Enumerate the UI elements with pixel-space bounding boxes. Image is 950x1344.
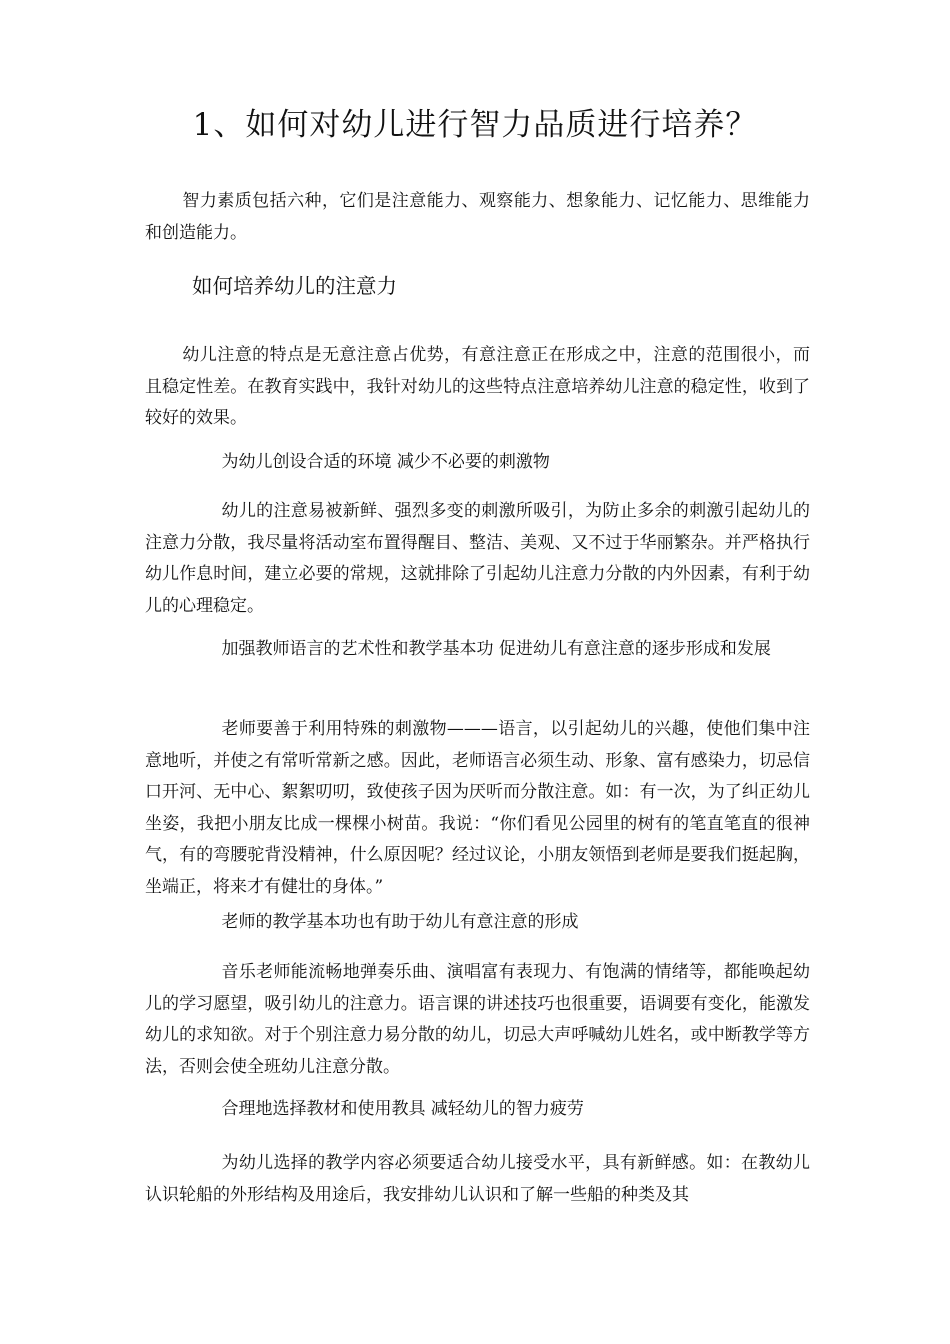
teacher-language-paragraph: 老师要善于利用特殊的刺激物———语言，以引起幼儿的兴趣，使他们集中注意地听，并使之有常听常新之感。因此，老师语言必须生动、形象、富有感染力，切忌信口开河、无中心、絮絮叨叨，致使孩子因为厌听而分散注意。如：有一次，为了纠正幼儿坐姿，我把小朋友比成一棵棵小树苗。我说：“你们看见公园里的树有的笔直笔直的很神气，有的弯腰驼背没精神，什么原因呢？经过议论，小朋友领悟到老师是要我们挺起胸，坐端正，将来才有健壮的身体。”: [145, 719, 810, 897]
intro-paragraph: 智力素质包括六种，它们是注意能力、观察能力、想象能力、记忆能力、思维能力和创造能力。: [145, 191, 810, 243]
subheading-teaching-skills: 老师的教学基本功也有助于幼儿有意注意的形成: [221, 912, 579, 932]
document-title: 1、如何对幼儿进行智力品质进行培养？: [192, 107, 758, 143]
teaching-skills-paragraph: 音乐老师能流畅地弹奏乐曲、演唱富有表现力、有饱满的情绪等，都能唤起幼儿的学习愿望，吸引幼儿的注意力。语言课的讲述技巧也很重要，语调要有变化，能激发幼儿的求知欲。对于个别注意力易分散的幼儿，切忌大声呼喊幼儿姓名，或中断教学等方法，否则会使全班幼儿注意分散。: [145, 962, 810, 1077]
materials-paragraph: 为幼儿选择的教学内容必须要适合幼儿接受水平，具有新鲜感。如：在教幼儿认识轮船的外形结构及用途后，我安排幼儿认识和了解一些船的种类及其: [145, 1153, 810, 1205]
subheading-environment: 为幼儿创设合适的环境 减少不必要的刺激物: [221, 452, 550, 472]
section-heading: 如何培养幼儿的注意力: [192, 274, 397, 298]
environment-paragraph: 幼儿的注意易被新鲜、强烈多变的刺激所吸引，为防止多余的刺激引起幼儿的注意力分散，我尽量将活动室布置得醒目、整洁、美观、又不过于华丽繁杂。并严格执行幼儿作息时间，建立必要的常规，这就排除了引起幼儿注意力分散的内外因素，有利于幼儿的心理稳定。: [145, 501, 810, 616]
subheading-teacher-language: 加强教师语言的艺术性和教学基本功 促进幼儿有意注意的逐步形成和发展: [221, 639, 771, 659]
overview-paragraph: 幼儿注意的特点是无意注意占优势，有意注意正在形成之中，注意的范围很小，而且稳定性差。在教育实践中，我针对幼儿的这些特点注意培养幼儿注意的稳定性，收到了较好的效果。: [145, 345, 810, 428]
subheading-materials: 合理地选择教材和使用教具 减轻幼儿的智力疲劳: [221, 1099, 584, 1119]
